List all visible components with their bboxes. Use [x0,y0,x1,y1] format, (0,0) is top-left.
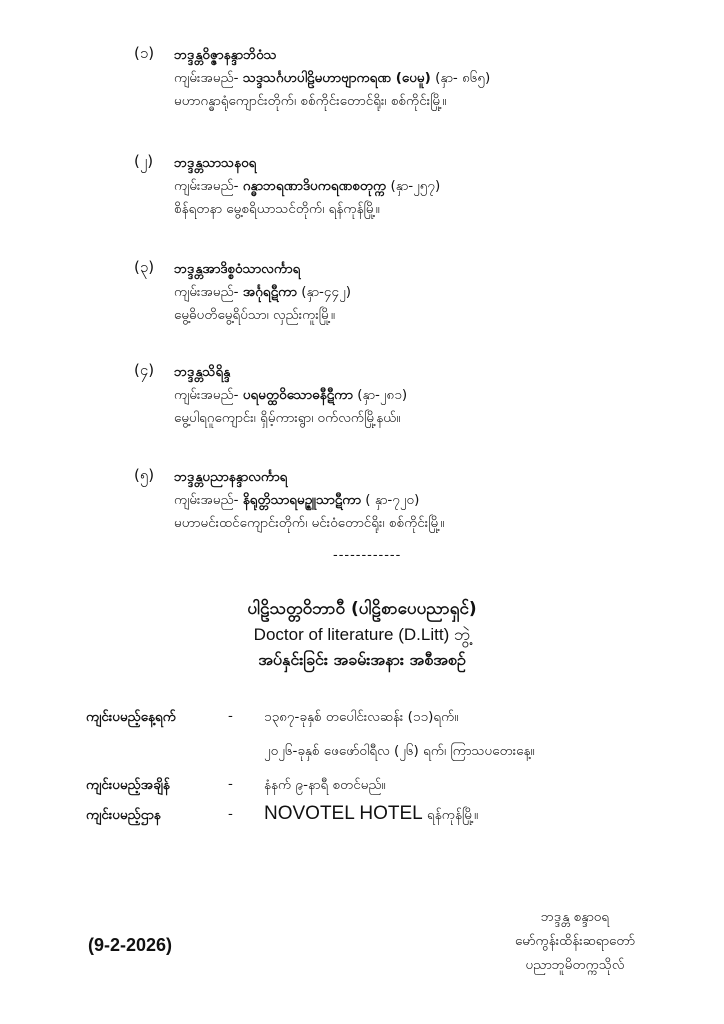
treatise-pages: (နှာ-၂၈၁) [352,387,408,403]
recipient-address: စိန်ရတနာ မွေ့စရိယာသင်တိုက်၊ ရန်ကုန်မြို့။ [174,201,380,217]
entry-number: (၂) [134,152,154,170]
dash: - [228,708,233,724]
recipient-name: ဘဒ္ဒန္တသာသနဝရ [174,155,257,171]
recipient-name: ဘဒ္ဒန္တသိရိန္ဒ [174,364,231,380]
signatory-title: မော်ကွန်းထိန်းဆရာတော် [514,933,636,949]
treatise-prefix: ကျမ်းအမည်- [174,70,243,86]
date-row-2 [86,742,646,768]
treatise-name: ဂန္ဓာဘရဏာဒိပကရဏစတုက္က [242,178,387,194]
hotel-name: NOVOTEL HOTEL [264,803,423,824]
recipient-address: မဟာမင်းထင်ကျောင်းတိုက်၊ မင်းဝံတောင်ရိုး၊ စစ်ကိုင်းမြို့။ [174,515,445,531]
issue-date: (9-2-2026) [88,935,173,955]
entry-number: (၁) [134,44,155,62]
dash: - [228,776,233,792]
recipient-address: မွေ့ဓိပတိမွေ့ရိပ်သာ၊ လှည်းကူးမြို့။ [174,307,335,323]
heading-title: ပါဠိသတ္တဝိဘာဝီ (ပါဠိစာပေပညာရှင်) [247,599,477,619]
time-label: ကျင်းပမည့်အချိန် [86,777,170,793]
entry-number: (၄) [134,361,155,379]
place-row [86,803,646,832]
heading-subtitle: အပ်နှင်းခြင်း အခမ်းအနား အစီအစဉ် [258,650,466,669]
treatise-name: သဒ္ဒသင်္ဂဟပါဠိမဟာဗျာကရဏ (ပေမူ) [242,70,431,86]
treatise-prefix: ကျမ်းအမည်- [174,178,243,194]
treatise-line [174,489,614,512]
date-value-myanmar: ၁၃၈၇-ခုနှစ် တပေါင်းလဆန်း (၁၁)ရက်။ [264,709,459,725]
place-value [264,803,478,826]
date-row [86,708,646,734]
treatise-prefix: ကျမ်းအမည်- [174,284,243,300]
treatise-prefix: ကျမ်းအမည်- [174,387,243,403]
separator: ------------ [333,548,402,563]
treatise-name: အင်္ဂုရဋီကာ [242,284,297,300]
signatory-institution: ပညာဘူမိတက္ကသိုလ် [525,957,625,973]
dash: - [228,806,233,822]
time-row [86,776,646,802]
time-value: နံနက် ၉-နာရီ စတင်မည်။ [264,777,386,793]
treatise-pages: ( နှာ-၇၂၀) [361,492,420,508]
treatise-pages: (နှာ-၄၄၂) [296,284,351,300]
date-label: ကျင်းပမည့်နေ့ရက် [86,709,177,725]
treatise-line [174,281,614,304]
recipient-address: မဟာဂန္ဓာရုံကျောင်းတိုက်၊ စစ်ကိုင်းတောင်ရိုး၊ စစ်ကိုင်းမြို့။ [174,93,447,109]
heading-degree: Doctor of literature (D.Litt) ဘွဲ့ [253,625,471,644]
treatise-line [174,384,614,407]
recipient-name: ဘဒ္ဒန္တဝိဇ္ဇာနန္ဒာဘိဝံသ [174,47,277,63]
place-city: ရန်ကုန်မြို့။ [422,807,479,823]
ceremony-heading [0,595,724,673]
entry-number: (၃) [134,258,155,276]
treatise-prefix: ကျမ်းအမည်- [174,492,243,508]
place-label: ကျင်းပမည့်ဌာန [86,807,161,823]
treatise-pages: (နှာ- ၈၆၅) [430,70,491,86]
entry-number: (၅) [134,466,155,484]
treatise-line [174,175,614,198]
recipient-name: ဘဒ္ဒန္တပညာနန္ဒာလင်္ကာရ [174,469,288,485]
signatory-name: ဘဒ္ဒန္တ စန္ဒာဝရ [540,909,610,925]
treatise-name: ပရမတ္ထဝိသောဓနီဋီကာ [242,387,353,403]
treatise-name: နိရုတ္တိသာရမဉ္ဇူသာဋီကာ [242,492,361,508]
signature-block [490,905,660,977]
treatise-pages: (နှာ-၂၅၇) [386,178,441,194]
recipient-address: မွေ့ပါရဂူကျောင်း၊ ရှိမ့်ကားရွာ၊ ဝက်လက်မြို့နယ်။ [174,410,401,426]
recipient-name: ဘဒ္ဒန္တအာဒိစ္စဝံသာလင်္ကာရ [174,261,301,277]
treatise-line [174,67,614,90]
date-value-gregorian: ၂၀၂၆-ခုနှစ် ဖေဖော်ဝါရီလ (၂၆) ရက်၊ ကြာသပတေးနေ့။ [264,743,535,759]
